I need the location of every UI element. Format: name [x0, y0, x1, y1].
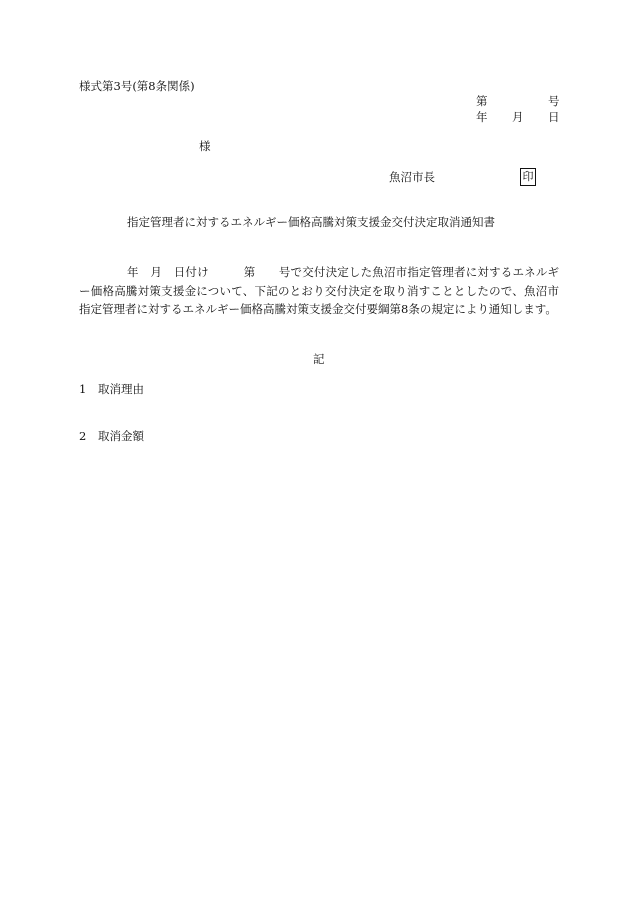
doc-number-prefix: 第 [476, 94, 488, 108]
issuer-name: 魚沼市長 [389, 170, 435, 184]
date-day: 日 [548, 110, 560, 124]
ki-heading: 記 [313, 352, 325, 366]
item-2-number: 2 [79, 429, 87, 443]
doc-number-suffix: 号 [548, 94, 560, 108]
document-title: 指定管理者に対するエネルギー価格高騰対策支援金交付決定取消通知書 [127, 215, 495, 229]
item-2-label: 取消金額 [98, 429, 144, 443]
form-label: 様式第3号(第8条関係) [79, 79, 195, 93]
item-1-label: 取消理由 [98, 382, 144, 396]
item-1-number: 1 [79, 382, 87, 396]
addressee-honorific: 様 [199, 139, 211, 153]
date-year: 年 [476, 110, 488, 124]
date-month: 月 [512, 110, 524, 124]
body-paragraph: 年 月 日付け 第 号で交付決定した魚沼市指定管理者に対するエネルギー価格高騰対策支援金について、下記のとおり交付決定を取り消すこととしたので、魚沼市指定管理者に対するエネルギー価格高騰対策支援金交付要綱第8条の規定により通知します。 [79, 265, 559, 316]
seal-stamp: 印 [520, 168, 536, 186]
